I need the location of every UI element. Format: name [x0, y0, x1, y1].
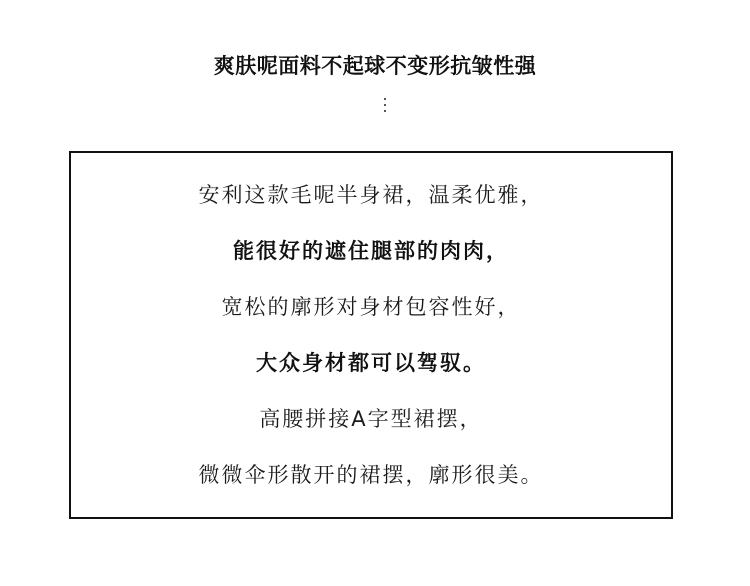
description-line: 宽松的廓形对身材包容性好，: [221, 295, 521, 319]
description-line: 安利这款毛呢半身裙，温柔优雅，: [198, 183, 544, 207]
description-box: [69, 151, 673, 519]
description-lines: [71, 180, 671, 516]
section-heading: 爽肤呢面料不起球不变形抗皱性强: [213, 54, 537, 78]
description-line-emphasis: 大众身材都可以驾驭。: [256, 351, 486, 375]
description-line-emphasis: 能很好的遮住腿部的肉肉，: [233, 239, 509, 263]
description-line: 高腰拼接A字型裙摆，: [259, 407, 483, 431]
description-line: 微微伞形散开的裙摆，廓形很美。: [198, 463, 544, 487]
vertical-ellipsis-divider: [383, 98, 387, 116]
